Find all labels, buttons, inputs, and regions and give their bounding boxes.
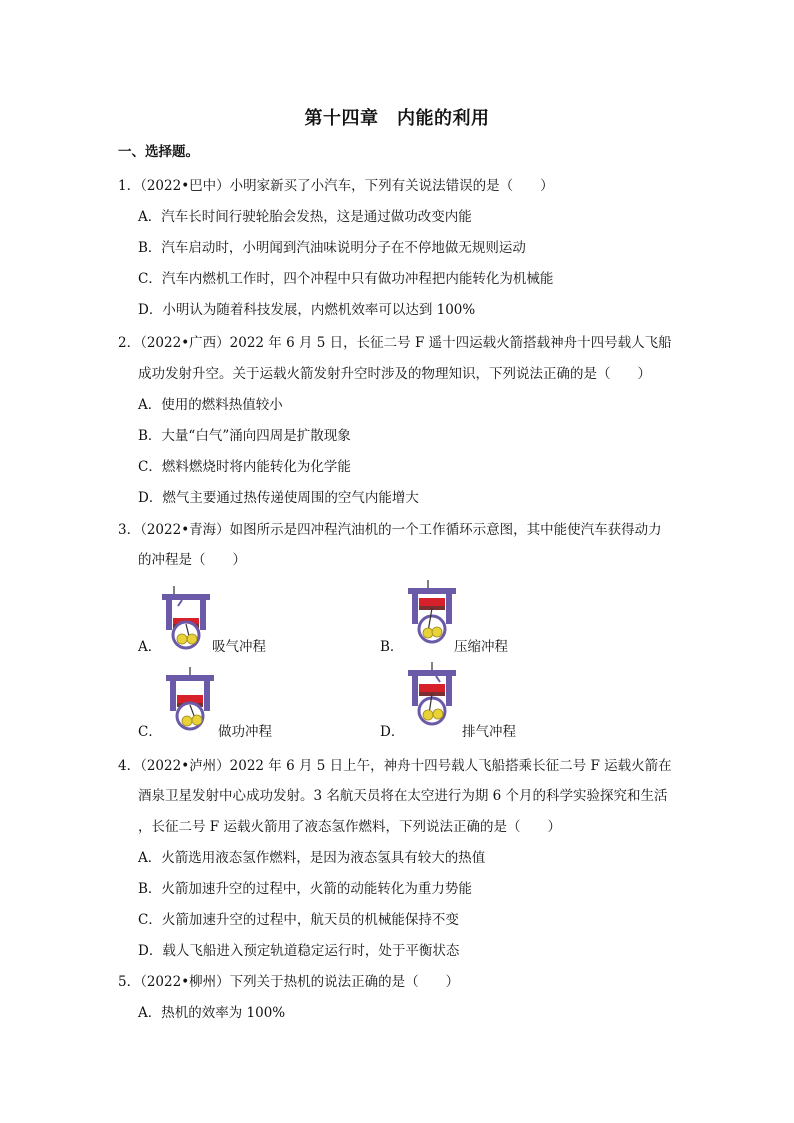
question-1-option-b: B．汽车启动时，小明闻到汽油味说明分子在不停地做无规则运动 xyxy=(138,240,526,256)
question-3-stem-cont: 的冲程是（ ） xyxy=(138,552,246,568)
question-2-stem: 2．（2022•广西）2022 年 6 月 5 日，长征二号 F 遥十四运载火箭搭载神舟十四号载人飞船 xyxy=(118,335,672,351)
question-4-option-b: B．火箭加速升空的过程中，火箭的动能转化为重力势能 xyxy=(138,881,472,897)
question-3-option-b-label: 压缩冲程 xyxy=(454,639,508,655)
question-3-stem: 3．（2022•青海）如图所示是四冲程汽油机的一个工作循环示意图，其中能使汽车获得动力 xyxy=(118,522,662,538)
question-2-option-d: D．燃气主要通过热传递使周围的空气内能增大 xyxy=(138,490,419,506)
question-4-stem-cont-2: ，长征二号 F 运载火箭用了液态氢作燃料，下列说法正确的是（ ） xyxy=(138,819,561,835)
question-5-stem: 5．（2022•柳州）下列关于热机的说法正确的是（ ） xyxy=(118,974,460,990)
question-1-option-c: C．汽车内燃机工作时，四个冲程中只有做功冲程把内能转化为机械能 xyxy=(138,271,554,287)
question-1-option-a: A．汽车长时间行驶轮胎会发热，这是通过做功改变内能 xyxy=(138,209,472,225)
section-heading: 一、选择题。 xyxy=(118,144,199,160)
question-2-option-b: B．大量“白气”涌向四周是扩散现象 xyxy=(138,428,351,444)
question-3-option-b-letter: B． xyxy=(380,639,404,655)
engine-intake-diagram xyxy=(156,584,216,650)
question-3-option-d-label: 排气冲程 xyxy=(462,724,516,740)
question-3-option-a-letter: A． xyxy=(138,639,162,655)
question-2-option-a: A．使用的燃料热值较小 xyxy=(138,397,283,413)
question-5-option-a: A．热机的效率为 100% xyxy=(138,1005,286,1021)
engine-compression-diagram xyxy=(402,578,462,644)
question-4-stem: 4．（2022•泸州）2022 年 6 月 5 日上午，神舟十四号载人飞船搭乘长征二号 F 运载火箭在 xyxy=(118,758,672,774)
question-3-option-a-label: 吸气冲程 xyxy=(212,639,266,655)
question-4-stem-cont-1: 酒泉卫星发射中心成功发射。3 名航天员将在太空进行为期 6 个月的科学实验探究和生活 xyxy=(138,788,668,804)
engine-exhaust-diagram xyxy=(402,660,462,726)
question-1-option-d: D．小明认为随着科技发展，内燃机效率可以达到 100% xyxy=(138,302,476,318)
question-3-option-c-letter: C． xyxy=(138,724,162,740)
question-2-stem-cont: 成功发射升空。关于运载火箭发射升空时涉及的物理知识，下列说法正确的是（ ） xyxy=(138,366,651,382)
question-3-option-c-label: 做功冲程 xyxy=(218,724,272,740)
question-2-option-c: C．燃料燃烧时将内能转化为化学能 xyxy=(138,459,351,475)
question-4-option-c: C．火箭加速升空的过程中，航天员的机械能保持不变 xyxy=(138,912,459,928)
engine-power-diagram xyxy=(160,665,220,731)
question-3-option-d-letter: D． xyxy=(380,724,405,740)
page-title: 第十四章 内能的利用 xyxy=(304,108,490,129)
question-1-stem: 1．（2022•巴中）小明家新买了小汽车，下列有关说法错误的是（ ） xyxy=(118,178,554,194)
question-4-option-a: A．火箭选用液态氢作燃料，是因为液态氢具有较大的热值 xyxy=(138,850,486,866)
question-4-option-d: D．载人飞船进入预定轨道稳定运行时，处于平衡状态 xyxy=(138,943,460,959)
